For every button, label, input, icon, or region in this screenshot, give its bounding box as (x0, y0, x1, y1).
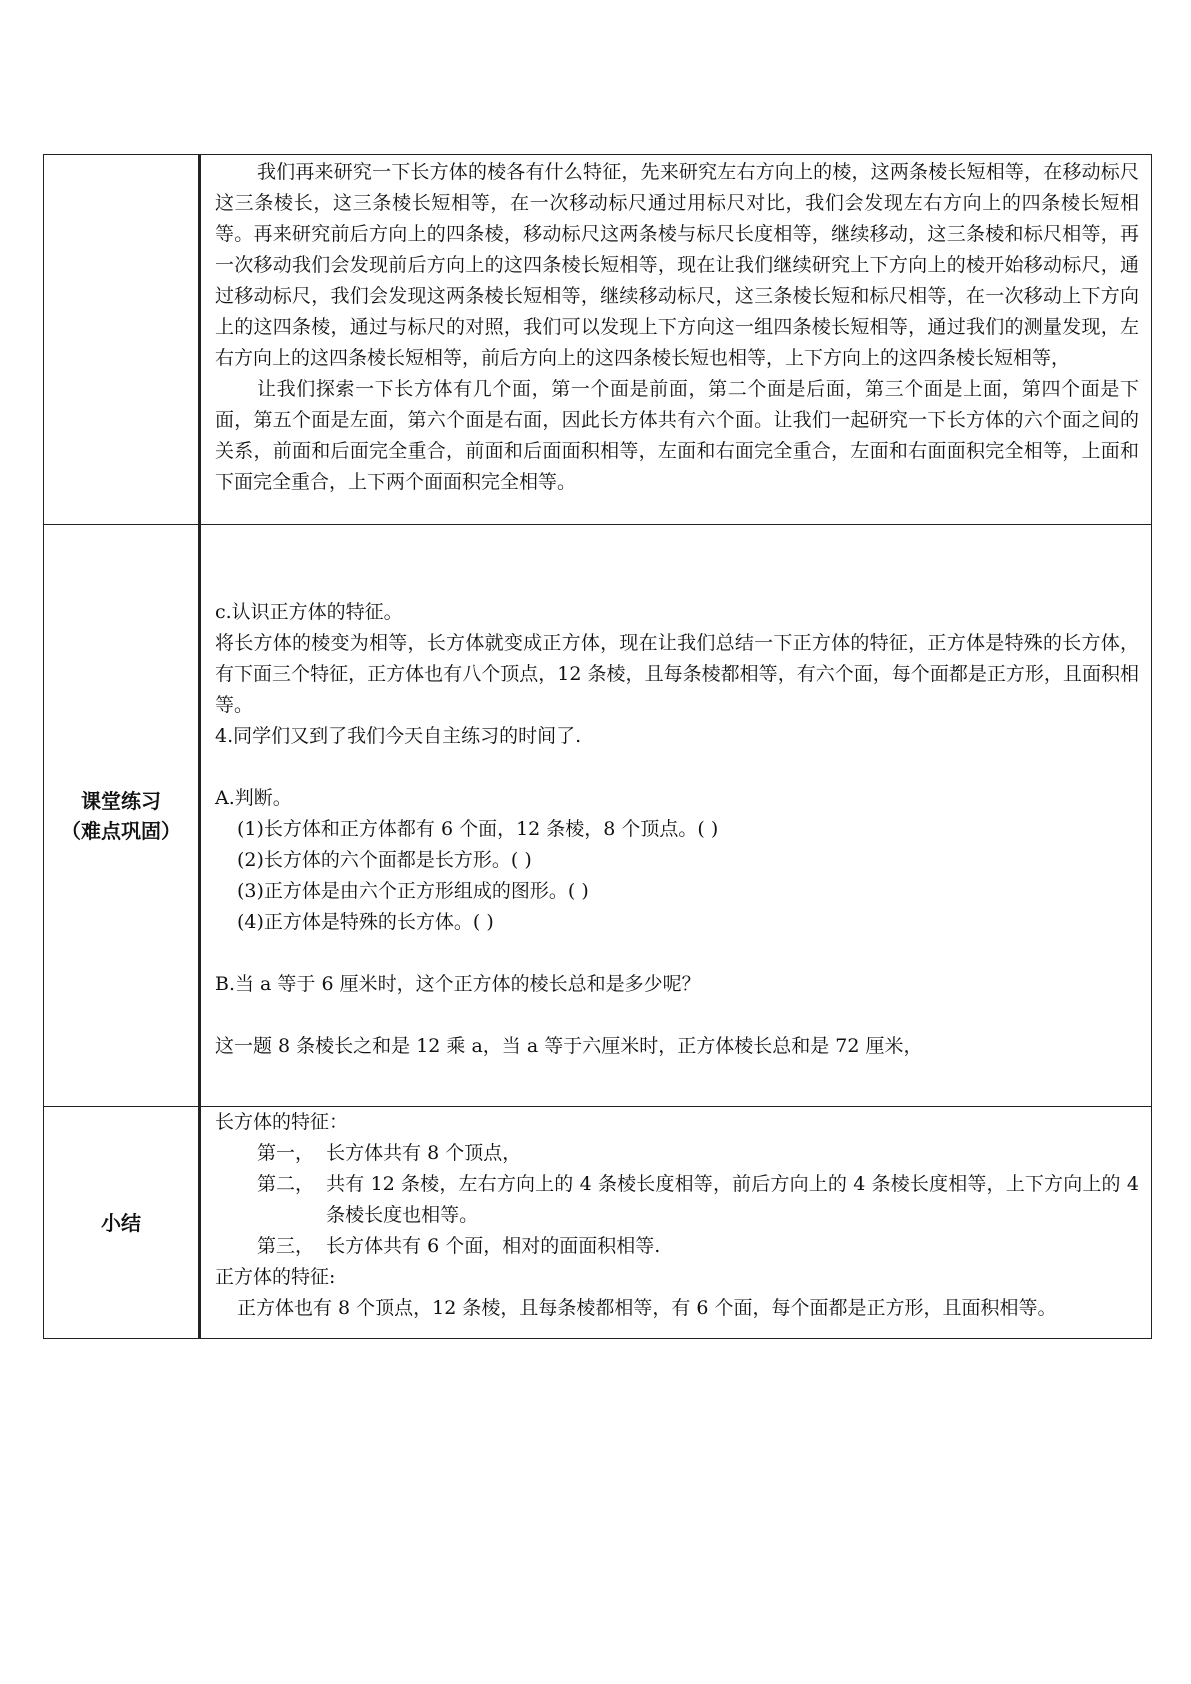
row-practice-content (200, 525, 1152, 1107)
judge-item-4: (4)正方体是特殊的长方体。( ) (237, 911, 494, 933)
cuboid-features-title: 长方体的特征： (215, 1111, 349, 1133)
cuboid-point-2: 第二， 共有 12 条棱，左右方向上的 4 条棱长度相等，前后方向上的 4 条棱长度相等，上下方向上的 4 条棱长度也相等。 (257, 1173, 1139, 1226)
judge-item-3: (3)正方体是由六个正方形组成的图形。( ) (237, 880, 589, 902)
row-explanation-content (200, 155, 1152, 525)
row-summary (44, 1107, 1152, 1339)
lesson-table (43, 154, 1152, 1339)
cube-features-text: 正方体也有 8 个顶点，12 条棱，且每条棱都相等，有 6 个面，每个面都是正方形，且面积相等。 (237, 1297, 1057, 1319)
cube-section-text: 将长方体的棱变为相等，长方体就变成正方体，现在让我们总结一下正方体的特征，正方体是特殊的长方体，有下面三个特征，正方体也有八个顶点，12 条棱，且每条棱都相等，有六个面，每个面都是正方形，且面积相等。 (215, 632, 1139, 716)
practice-label-line1: 课堂练习 (81, 788, 161, 813)
question-b: B.当 a 等于 6 厘米时，这个正方体的棱长总和是多少呢？ (215, 973, 701, 995)
question-b-answer: 这一题 8 条棱长之和是 12 乘 a，当 a 等于六厘米时，正方体棱长总和是 72 厘米， (215, 1035, 923, 1057)
row-summary-content (200, 1107, 1152, 1339)
row-explanation (44, 155, 1152, 525)
judge-item-1: (1)长方体和正方体都有 6 个面，12 条棱，8 个顶点。( ) (237, 818, 719, 840)
practice-intro: 4.同学们又到了我们今天自主练习的时间了. (215, 725, 582, 747)
cube-section-title: c.认识正方体的特征。 (215, 601, 403, 623)
row-practice-label (44, 525, 200, 1107)
practice-label-line2: （难点巩固） (61, 818, 181, 843)
row-explanation-label (44, 155, 200, 525)
row-summary-label: 小结 (44, 1107, 200, 1339)
edges-paragraph: 我们再来研究一下长方体的棱各有什么特征，先来研究左右方向上的棱，这两条棱长短相等，在移动标尺这三条棱长，这三条棱长短相等，在一次移动标尺通过用标尺对比，我们会发现左右方向上的四条棱长短相等。再来研究前后方向上的四条棱，移动标尺这两条棱与标尺长度相等，继续移动，这三条棱和标尺相等，再一次移动我们会发现前后方向上的这四条棱长短相等，现在让我们继续研究上下方向上的棱开始移动标尺，通过移动标尺，我们会发现这两条棱长短相等，继续移动标尺，这三条棱长短和标尺相等，在一次移动上下方向上的这四条棱，通过与标尺的对照，我们可以发现上下方向这一组四条棱长短相等，通过我们的测量发现，左右方向上的这四条棱长短相等，前后方向上的这四条棱长短也相等，上下方向上的这四条棱长短相等， (215, 161, 1139, 369)
row-practice (44, 525, 1152, 1107)
judge-title: A.判断。 (215, 787, 292, 809)
cuboid-point-3: 第三， 长方体共有 6 个面，相对的面面积相等. (257, 1235, 661, 1257)
lesson-page (43, 154, 1152, 1339)
cuboid-point-1: 第一， 长方体共有 8 个顶点， (257, 1142, 522, 1164)
faces-paragraph: 让我们探索一下长方体有几个面，第一个面是前面，第二个面是后面，第三个面是上面，第四个面是下面，第五个面是左面，第六个面是右面，因此长方体共有六个面。让我们一起研究一下长方体的六个面之间的关系，前面和后面完全重合，前面和后面面积相等，左面和右面完全重合，左面和右面面积完全相等，上面和下面完全重合，上下两个面面积完全相等。 (215, 378, 1139, 493)
judge-item-2: (2)长方体的六个面都是长方形。( ) (237, 849, 532, 871)
cube-features-title: 正方体的特征: (215, 1266, 336, 1288)
